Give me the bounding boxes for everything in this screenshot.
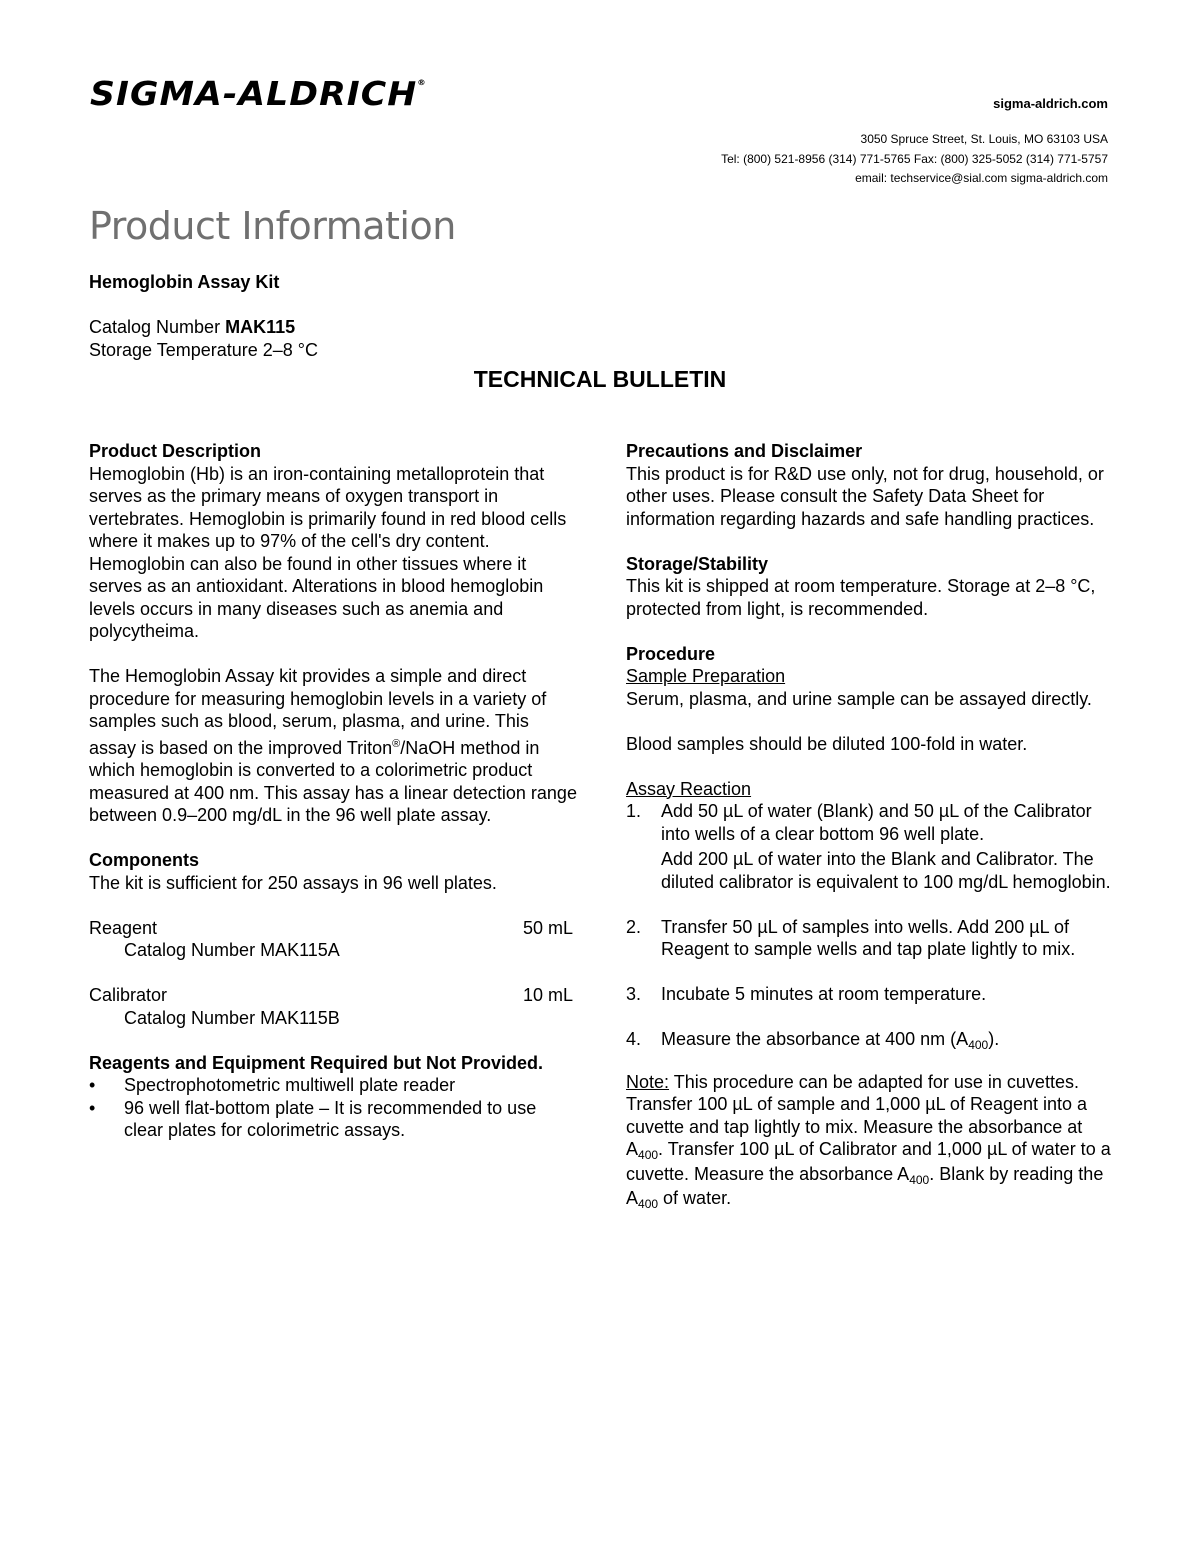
step-number: 1. (626, 801, 642, 821)
description-heading: Product Description (89, 441, 262, 461)
list-item-text: Spectrophotometric multiwell plate reader (124, 1075, 456, 1095)
brand-name: SIGMA-ALDRICH (90, 74, 418, 113)
component-name: Calibrator (89, 985, 168, 1005)
list-item (89, 1074, 579, 1097)
subscript: 400 (638, 1148, 659, 1162)
step-text: Transfer 50 µL of samples into wells. Add 200 µL of Reagent to sample wells and tap plate lightly to mix. (661, 916, 1076, 959)
catalog-label: Catalog Number (89, 317, 226, 337)
sample-prep-text-1: Serum, plasma, and urine sample can be assayed directly. (626, 688, 1092, 709)
storage-heading: Storage/Stability (626, 553, 769, 574)
note-paragraph (626, 1071, 1118, 1212)
website-link[interactable]: sigma-aldrich.com (993, 96, 1108, 111)
list-item-text: 96 well flat-bottom plate – It is recommended to use clear plates for colorimetric assays. (124, 1097, 537, 1140)
subscript: 400 (968, 1038, 989, 1052)
list-item (89, 1097, 579, 1142)
left-column (89, 440, 579, 1142)
address: 3050 Spruce Street, St. Louis, MO 63103 USA (860, 132, 1108, 146)
procedure-heading: Procedure (626, 643, 716, 664)
precautions-text: This product is for R&D use only, not for drug, household, or other uses. Please consult the Safety Data Sheet for information regarding hazards and safe handling practices. (626, 463, 1104, 529)
step-text-part: ). (988, 1029, 1000, 1049)
email-line: email: techservice@sial.com sigma-aldrich.com (855, 171, 1108, 185)
catalog-number: MAK115 (225, 317, 296, 337)
sample-prep-text-2: Blood samples should be diluted 100-fold in water. (626, 733, 1028, 754)
component-reagent (89, 917, 579, 940)
step-text (661, 1028, 1118, 1053)
right-column (626, 440, 1118, 1212)
assay-step-4 (626, 1028, 1118, 1053)
storage-temperature: Storage Temperature 2–8 °C (89, 339, 318, 360)
component-catalog: Catalog Number MAK115A (124, 940, 340, 960)
assay-heading: Assay Reaction (626, 778, 752, 799)
step-number: 4. (626, 1029, 642, 1049)
note-text: . Transfer 100 µL of Calibrator and 1,000 µL of water to a cuvette. Measure the absorbance A (626, 1139, 1111, 1184)
note-text: This procedure can be adapted for use in cuvettes. Transfer 100 µL of sample and 1,000 µL of Reagent into a cuvette and tap lightly to mix. Measure the absorbance at A (626, 1071, 1088, 1159)
subscript: 400 (638, 1197, 659, 1211)
note-text: of water. (658, 1188, 732, 1208)
component-calibrator (89, 984, 579, 1007)
description-paragraph-1: Hemoglobin (Hb) is an iron-containing metalloprotein that serves as the primary means of oxygen transport in vertebrates. Hemoglobin is primarily found in red blood cells where it makes up to 97% of the cell's dry content. Hemoglobin can also be found in other tissues where it serves as an antioxidant. Alterations in blood hemoglobin levels occurs in many diseases such as anemia and polycytheima. (89, 463, 567, 641)
contact-block (721, 130, 1108, 189)
storage-text: This kit is shipped at room temperature. Storage at 2–8 °C, protected from light, is recommended. (626, 576, 1096, 619)
component-amount: 10 mL (522, 985, 573, 1005)
product-meta (89, 271, 318, 361)
brand-logo (90, 74, 427, 113)
assay-step-2 (626, 916, 1118, 961)
description-p2-part1: The Hemoglobin Assay kit provides a simple and direct procedure for measuring hemoglobin levels in a variety of samples such as blood, serum, plasma, and urine. This assay is based on the improved Triton (89, 666, 547, 758)
brand-registered-mark: ® (417, 78, 427, 87)
step-text-part: Measure the absorbance at 400 nm (A (661, 1029, 969, 1049)
bullet-icon: • (89, 1075, 96, 1095)
section-title: Product Information (89, 204, 456, 248)
components-text: The kit is sufficient for 250 assays in 96 well plates. (89, 872, 497, 893)
bullet-icon: • (89, 1097, 96, 1118)
catalog-line (89, 316, 318, 339)
components-heading: Components (89, 850, 199, 870)
step-text: Add 50 µL of water (Blank) and 50 µL of the Calibrator into wells of a clear bottom 96 well plate. (661, 801, 1092, 844)
sample-prep-heading: Sample Preparation (626, 666, 786, 686)
assay-step-1 (626, 800, 1118, 893)
product-name: Hemoglobin Assay Kit (89, 272, 280, 292)
assay-step-3 (626, 983, 1118, 1006)
step-number: 3. (626, 984, 642, 1004)
component-name: Reagent (89, 917, 158, 938)
subscript: 400 (909, 1172, 930, 1187)
equipment-heading: Reagents and Equipment Required but Not Provided. (89, 1052, 544, 1073)
phone-fax: Tel: (800) 521-8956 (314) 771-5765 Fax: (800) 325-5052 (314) 771-5757 (721, 151, 1108, 166)
precautions-heading: Precautions and Disclaimer (626, 441, 863, 461)
registered-mark: ® (392, 737, 401, 750)
step-text: Incubate 5 minutes at room temperature. (661, 984, 987, 1004)
note-text: . Blank by reading the A (626, 1163, 1104, 1208)
description-paragraph-2 (89, 665, 579, 827)
component-catalog: Catalog Number MAK115B (124, 1007, 340, 1028)
component-amount: 50 mL (522, 917, 573, 938)
step-text-continued: Add 200 µL of water into the Blank and Calibrator. The diluted calibrator is equivalent to 100 mg/dL hemoglobin. (661, 849, 1111, 892)
description-p2-part2: /NaOH method in which hemoglobin is converted to a colorimetric product measured at 400 nm. This assay has a linear detection range between 0.9–200 mg/dL in the 96 well plate assay. (89, 737, 577, 825)
step-number: 2. (626, 916, 642, 937)
bulletin-title: TECHNICAL BULLETIN (473, 366, 727, 392)
note-label: Note: (626, 1071, 670, 1092)
